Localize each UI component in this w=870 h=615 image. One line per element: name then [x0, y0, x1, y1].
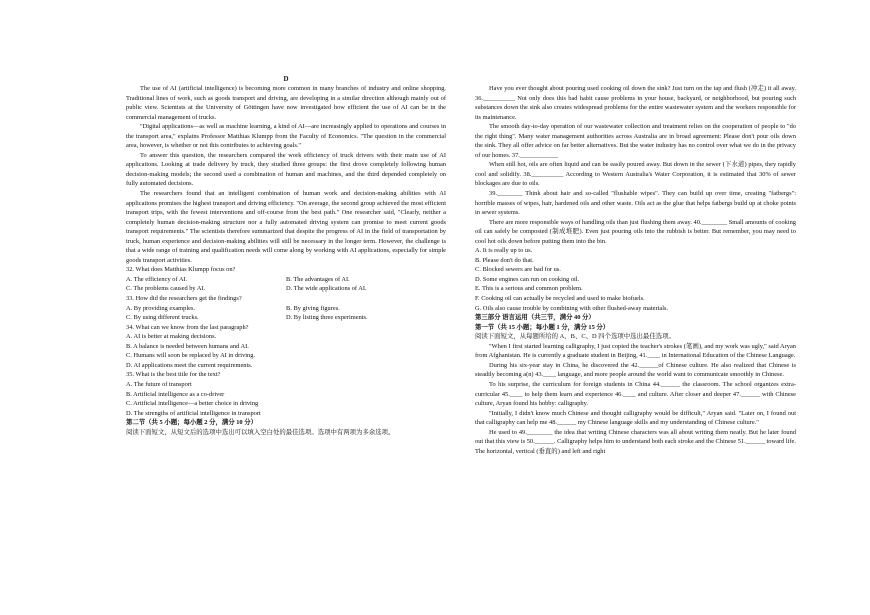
section-2-heading: 第二节（共 5 小题；每小题 2 分，满分 10 分）: [126, 419, 258, 427]
option-a[interactable]: A. The efficiency of AI.: [126, 275, 188, 283]
left-column: [126, 84, 446, 437]
oil-paragraph: Have you ever thought about pouring used cooking oil down the sink? Just turn on the tap and flush (冲走) it all away. 36.__________ Not only does this bad habit cause problems in your house, backyard, or neighborhood, but pouring such substances down the sink also creates widespread problems for the entire wastewater system and the workers responsible for its maintenance.: [475, 85, 796, 121]
question-32-stem: 32. What does Matthias Klumpp focus on?: [126, 266, 236, 274]
option-d[interactable]: D. The strengths of artificial intelligence in transport: [126, 409, 261, 417]
question-33-options: [126, 313, 446, 323]
oil-option-f[interactable]: F. Cooking oil can actually be recycled and used to make biofuels.: [475, 295, 645, 303]
oil-paragraph: There are more responsible ways of handling oils than just flushing them away. 40.________ Small amounts of cooking oil can safely be composted (制成堆肥). Even just pouring oils into the rubbish is better. But remember, you may need to cool hot oils down before putting them into the bin.: [475, 218, 796, 245]
option-c[interactable]: C. By using different trucks.: [126, 314, 199, 322]
option-a[interactable]: A. AI is better at making decisions.: [126, 333, 217, 341]
passage-d-paragraph: The use of AI (artificial intelligence) is becoming more common in many branches of industry and online shopping. Traditional lines of work, such as goods transport and driving, are developing in a similar direction although mainly out of public view. Scientists at the University of Göttingen have now investigated how efficient the use of AI can be in the commercial management of trucks.: [126, 85, 446, 121]
part-3-instruction: 阅读下面短文，从每题所给的 A、B、C、D 四个选项中选出最佳选项。: [475, 333, 675, 341]
option-c[interactable]: C. Artificial intelligence—a better choice in driving: [126, 400, 259, 408]
question-34-stem: 34. What can we know from the last paragraph?: [126, 323, 249, 331]
option-b[interactable]: B. The advantages of AI.: [286, 275, 350, 283]
oil-option-c[interactable]: C. Blocked sewers are bad for us.: [475, 266, 561, 274]
part-3-heading: 第三部分 语言运用（共三节，满分 40 分）: [475, 314, 595, 322]
oil-option-b[interactable]: B. Please don't do that.: [475, 256, 534, 264]
cloze-paragraph: He used to 49.________ the idea that writing Chinese characters was all about writing them neatly. But he later found out that this view is 50.______. Calligraphy helps him to understand both each stroke and the Chinese 51.______ toward life. The horizontal, vertical (垂直的) and left and right: [475, 428, 796, 455]
option-d[interactable]: D. AI applications meet the current requirements.: [126, 361, 253, 369]
question-32-options: [126, 284, 446, 294]
option-b[interactable]: B. Artificial intelligence as a co-driver: [126, 390, 225, 398]
oil-option-e[interactable]: E. This is a serious and common problem.: [475, 285, 583, 293]
option-d[interactable]: D. By listing three experiments.: [286, 314, 368, 322]
oil-paragraph: When still hot, oils are often liquid and can be easily poured away. But down in the sewer (下水道) pipes, they rapidly cool and solidify. 38.__________ According to Western Australia's Water Corporation, it is estimated that 30% of sewer blockages are due to oils.: [475, 161, 796, 188]
part-3-section-1-heading: 第一节（共 15 小题；每小题 1 分，满分 15 分）: [475, 323, 610, 331]
question-32-options: [126, 275, 446, 285]
passage-label: D: [283, 75, 289, 83]
oil-paragraph: The smooth day-to-day operation of our wastewater collection and treatment relies on the cooperation of people to "do the right thing". Many water management authorities across Australia are in broad agreement: Please don't pour oils down the sink. They all offer advice on far better alternatives. But the water industry has no control over what we do in the privacy of our homes. 37.____________: [475, 123, 796, 159]
option-c[interactable]: C. The problems caused by AI.: [126, 285, 206, 293]
cloze-paragraph: "When I first started learning calligraphy, I just copied the teacher's strokes (笔画), and my work was ugly," said Aryan from Afghanistan. He is currently a graduate student in Beijing, 41.____ in International Education of the Chinese Language.: [475, 342, 796, 360]
section-2-instruction: 阅读下面短文，从短文后的选项中选出可以填入空白处的最佳选项。选项中有两项为多余选项。: [126, 428, 395, 436]
option-b[interactable]: B. A balance is needed between humans and AI.: [126, 342, 249, 350]
right-column: [475, 84, 796, 456]
option-a[interactable]: A. The future of transport: [126, 380, 192, 388]
question-33-options: [126, 304, 446, 314]
cloze-paragraph: During his six-year stay in China, he discovered the 42.______of Chinese culture. He also realized that Chinese is steadily becoming a(n) 43.____ language, and more people around the world want to communicate smoothly in Chinese.: [475, 361, 796, 379]
oil-option-g[interactable]: G. Oils also cause trouble by combining with other flushed-away materials.: [475, 304, 669, 312]
question-33-stem: 33. How did the researchers get the findings?: [126, 295, 242, 303]
option-b[interactable]: B. By giving figures.: [286, 304, 340, 312]
passage-d-paragraph: To answer this question, the researchers compared the work efficiency of truck drivers with their main use of AI applications. Looking at trade delivery by truck, they studied three groups: the first drove completely following human decision-making models; the second used a combination of human and machines, and the third depended completely on fully automated decisions.: [126, 151, 446, 188]
oil-option-a[interactable]: A. It is really up to us.: [475, 247, 533, 255]
option-a[interactable]: A. By providing examples.: [126, 304, 196, 312]
passage-d-paragraph: "Digital applications—as well as machine learning, a kind of AI—are increasingly applied to operations and courses in the transport area," explains Professor Matthias Klumpp from the Faculty of Economics. "The question in the commercial area, however, is whether or not this contributes to achieving goals.": [126, 123, 446, 150]
cloze-paragraph: "Initially, I didn't know much Chinese and thought calligraphy would be difficult," Aryan said. "Later on, I found out that calligraphy can help me 48.______ my Chinese language skills and my understanding of Chinese culture.": [475, 409, 796, 427]
option-c[interactable]: C. Humans will soon be replaced by AI in driving.: [126, 352, 256, 360]
passage-d-paragraph: The researchers found that an intelligent combination of human work and decision-making abilities with AI applications promises the highest transport and driving efficiency. "On average, the second group achieved the most efficient transport trips, with the fewest interventions and off-course from the best path." One researcher said, "Clearly, neither a completely human decision-making structure nor a fully automated driving system can promise to meet current goods transport requirements." The scientists therefore summarized that despite the progress of AI in the field of transportation by truck, human experience and decision-making abilities will still be necessary in the longer term. However, the challenge is that a wide range of training and qualification needs will come along by working with AI applications, especially for simple goods transport activities.: [126, 190, 446, 264]
option-d[interactable]: D. The wide applications of AI.: [286, 285, 367, 293]
question-35-stem: 35. What is the best title for the text?: [126, 371, 221, 379]
oil-paragraph: 39.________ Think about hair and so-called "flushable wipes". They can build up over time, creating "fatbergs": horrible masses of wipes, hair, hardened oils and other waste. Oils act as the glue that helps fatbergs build up at choke points in sewer systems.: [475, 190, 796, 217]
oil-option-d[interactable]: D. Some engines can run on cooking oil.: [475, 275, 580, 283]
cloze-paragraph: To his surprise, the curriculum for foreign students in China 44.______ the classroom. The school organizes extra-curricular 45.____ to help them learn and experience 46.____ and culture. After closer and deeper 47.______ with Chinese culture, Aryan found his hobby: calligraphy.: [475, 380, 796, 408]
